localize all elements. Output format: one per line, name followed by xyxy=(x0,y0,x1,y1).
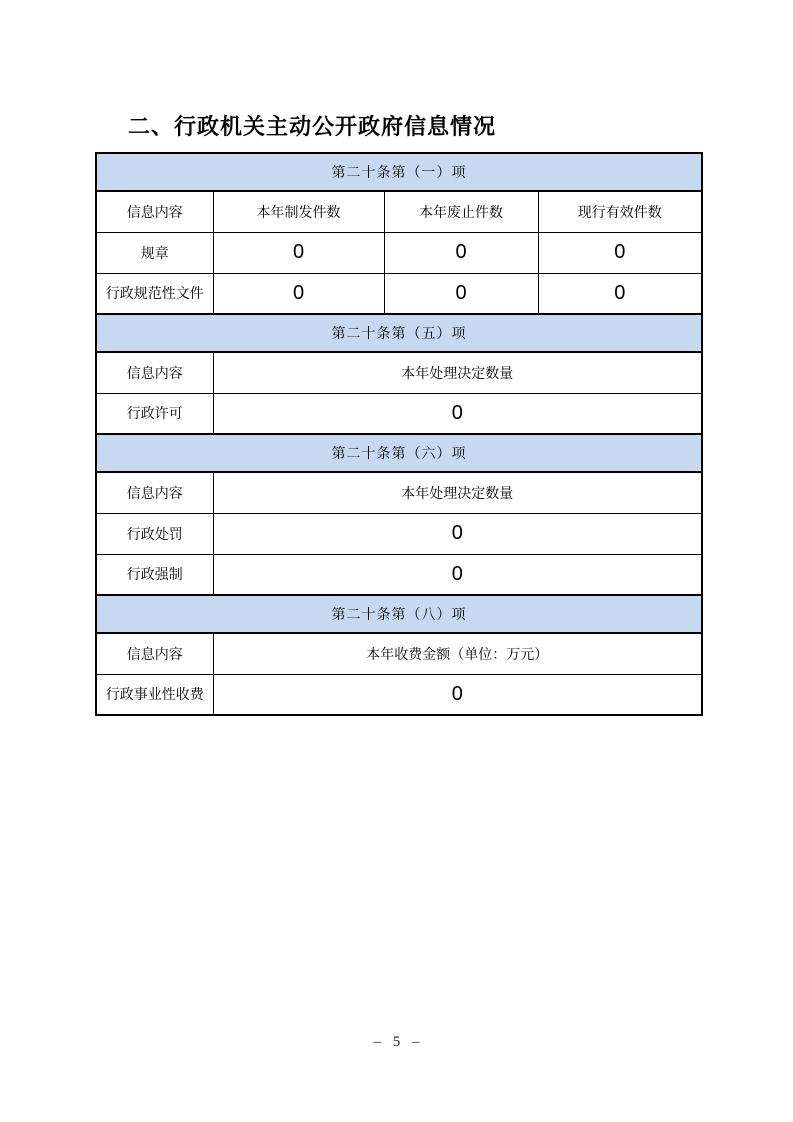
table-row xyxy=(96,273,702,314)
row-label-cell: 规章 xyxy=(96,232,213,273)
column-header-cell: 信息内容 xyxy=(96,352,213,393)
table-row xyxy=(96,513,702,554)
section-header: 第二十条第（六）项 xyxy=(96,434,702,472)
column-header-cell: 信息内容 xyxy=(96,633,213,674)
row-label-cell: 行政处罚 xyxy=(96,513,213,554)
column-header-cell: 信息内容 xyxy=(96,472,213,513)
column-header-cell: 现行有效件数 xyxy=(538,191,702,232)
value-cell: 0 xyxy=(213,232,384,273)
page-title: 二、行政机关主动公开政府信息情况 xyxy=(128,114,497,139)
value-cell: 0 xyxy=(384,232,538,273)
row-label-cell: 行政规范性文件 xyxy=(96,273,213,314)
value-cell: 0 xyxy=(213,393,702,434)
value-cell: 0 xyxy=(538,232,702,273)
column-header-cell: 信息内容 xyxy=(96,191,213,232)
table-row xyxy=(96,674,702,715)
table-row xyxy=(96,393,702,434)
section-header: 第二十条第（一）项 xyxy=(96,153,702,191)
section-header-row xyxy=(96,595,702,633)
row-label-cell: 行政事业性收费 xyxy=(96,674,213,715)
section-header-row xyxy=(96,314,702,352)
value-cell: 0 xyxy=(538,273,702,314)
value-cell: 0 xyxy=(213,674,702,715)
column-header-cell: 本年废止件数 xyxy=(384,191,538,232)
value-cell: 0 xyxy=(213,513,702,554)
table-row xyxy=(96,232,702,273)
column-header-row xyxy=(96,472,702,513)
column-header-cell: 本年收费金额（单位：万元） xyxy=(213,633,702,674)
column-header-row xyxy=(96,352,702,393)
column-header-cell: 本年处理决定数量 xyxy=(213,472,702,513)
column-header-row xyxy=(96,633,702,674)
column-header-row xyxy=(96,191,702,232)
section-header-row xyxy=(96,434,702,472)
value-cell: 0 xyxy=(384,273,538,314)
page-number: – 5 – xyxy=(373,1034,420,1050)
value-cell: 0 xyxy=(213,273,384,314)
section-header: 第二十条第（五）项 xyxy=(96,314,702,352)
row-label-cell: 行政强制 xyxy=(96,554,213,595)
disclosure-table xyxy=(95,152,703,716)
column-header-cell: 本年处理决定数量 xyxy=(213,352,702,393)
section-header-row xyxy=(96,153,702,191)
table-row xyxy=(96,554,702,595)
section-header: 第二十条第（八）项 xyxy=(96,595,702,633)
value-cell: 0 xyxy=(213,554,702,595)
column-header-cell: 本年制发件数 xyxy=(213,191,384,232)
row-label-cell: 行政许可 xyxy=(96,393,213,434)
